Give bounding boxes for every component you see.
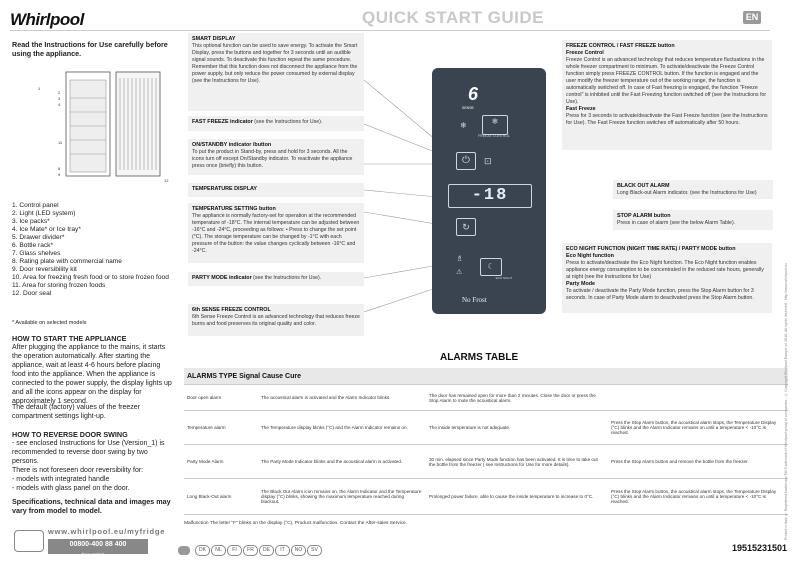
svg-text:2: 2 [58,90,61,95]
fast-freeze-sub: Fast Freeze [566,106,596,112]
eco-night-sub: Eco Night function [566,253,614,259]
country-code: IT [275,545,290,556]
fast-freeze-icon: ❄ [460,121,467,130]
onstandby-button[interactable] [456,152,476,170]
alarm-type: Party Mode Alarm [184,445,258,479]
alarm-icon: ⚠ [456,269,463,276]
smart-display-text: This optional function can be used to save energy. To activate the Smart Display, press the buttons and together for 3 seconds until an audible signal sounds. To deactivate this function repeat the same procedure. Remember that this function does not disconnect the appliance from the power supply, but only reduce the power consumed by external display (see the Instructions for Use). [192,43,358,84]
svg-text:4: 4 [58,102,61,107]
stop-alarm-box [613,210,773,230]
sixth-sense-box [188,304,364,336]
svg-text:11: 11 [58,140,63,145]
freeze-control-button[interactable] [482,115,508,135]
alarm-cause: 30 min. elapsed since Party Mode function has been activated. It is time to take out the bottle from the freezer ( see Instructions for Use for more details). [426,445,608,479]
country-code: SV [307,545,322,556]
spec-heading: Specifications, technical data and images may vary from model to model. [12,497,171,515]
fast-freeze-indicator-title: FAST FREEZE indicator [192,119,253,125]
smart-display-box [188,33,364,111]
list-item: 12. Door seal [12,290,52,297]
fast-freeze-indicator-box [188,116,364,131]
country-code: DK [195,545,210,556]
list-item: 11. Area for storing frozen foods [12,282,106,289]
footnote: * Available on selected models [12,320,87,326]
party-mode-indicator-box [188,272,364,286]
alarm-signal: The Party Mode Indicator blinks and the acoustical alarm is activated. [258,445,426,479]
sixth-sense-logo-sub: SENSE [462,106,474,110]
temperature-display: -18 [448,184,532,208]
smart-display-title: SMART DISPLAY [192,36,236,42]
list-item: 6. Bottle rack* [12,242,54,249]
party-mode-indicator-text: (see the Instructions for Use). [253,275,322,281]
temp-setting-text: The appliance is normally factory-set for operation at the recommended temperature of -18°C. The internal temperature can be adjusted between -16°C and -24°C, proceeding as follows: • Press to change the set point (°C). The storage temperature can be changed by -1°C with each pressure of the button: the value changes cyclically between -16°C and -24°C. [192,213,360,254]
eco-night-title: ECO NIGHT FUNCTION (NIGHT TIME RATE) / PARTY MODE button [566,246,736,252]
country-code: FI [227,545,242,556]
alarm-cause: The door has remained open for more than 2 minutes. Close the door or press the Stop Alarm to mute the acoustical alarm. [426,385,608,411]
temp-setting-box [188,203,364,263]
list-item: 7. Glass shelves [12,250,61,257]
eco-night-box [562,243,772,313]
alarm-cure: Press the Stop Alarm button, the acoustical alarm stops, the Temperature Display (°C) blinks and the Alarm Indicator remains on until a temperature < -10°C is reached. [608,411,788,445]
header-divider [10,30,770,31]
read-instructions-heading: Read the Instructions for Use carefully before using the appliance. [12,40,168,58]
alarm-type: Temperature alarm [184,411,258,445]
table-row [184,479,788,515]
freeze-control-text: Freeze Control is an advanced technology that reduces temperature fluctuations in the whole freezer compartment to minimum. To activate/deactivate the Freeze Control function simply press FREEZE CONTROL button. If the function is engaged and the user modify the freezer temperature out of the working range, the function is automatically switched off. In case of Fast freezing is engaged, the function "Freeze control" is inhibited until the Fast Freezing function switched off (see the Instructions for Use). [566,57,767,105]
no-frost-label: No Frost [462,296,487,304]
website-link[interactable]: www.whirlpool.eu/myfridge [48,527,166,536]
onstandby-text: To put the product in Stand-by, press and hold for 3 seconds. All the icons turn off except On/Standby indicator. To reactivate the appliance press once (briefly) this button. [192,149,353,169]
list-item: 9. Door reversibility kit [12,266,77,273]
alarm-type: Door open alarm [184,385,258,411]
blackout-icon: ⊡ [484,156,492,166]
alarm-signal: The Temperature display blinks (°C) and the Alarm Indicator remains on. [258,411,426,445]
party-mode-icon: ♗ [456,254,464,263]
start-heading: HOW TO START THE APPLIANCE [12,334,127,343]
malfunction-note: Malfunction The letter "F" blinks on the display (°C), Product malfunction. Contact the After-sales Service. [184,521,408,526]
alarm-cause: The inside temperature is not adequate. [426,411,608,445]
fridge-illustration [36,70,174,182]
power-icon: ⏻ [462,155,470,166]
phone-icon [14,530,44,552]
list-item: 8. Rating plate with commercial name [12,258,122,265]
alarms-table [184,368,788,515]
blackout-title: BLACK OUT ALARM [617,183,670,189]
alarm-cause: Prolonged power failure, able to cause the inside temperature to increase to 0°C. [426,479,608,515]
temp-setting-title: TEMPERATURE SETTING button [192,206,276,212]
freeze-control-sub: Freeze Control [566,50,604,56]
list-item: 5. Drawer divider* [12,234,65,241]
alarm-signal: The acoustical alarm is activated and the Alarm Indicator blinks. [258,385,426,411]
door-text-2: There is not foreseen door reversibility for: [12,467,144,474]
alarm-signal: The Black Out Alarm icon remains on, the Alarm Indicator and the Temperature display (°C) blinks, showing the maximum temperature reached during blackout. [258,479,426,515]
blackout-box [613,180,773,199]
onstandby-title: ON/STANDBY indicator /button [192,142,272,148]
svg-text:3: 3 [58,96,61,101]
freeze-control-box [562,40,772,150]
temp-display-title: TEMPERATURE DISPLAY [192,186,257,192]
list-item: 2. Light (LED system) [12,210,76,217]
control-panel [432,68,546,314]
onstandby-box [188,139,364,175]
table-row [184,411,788,445]
fast-freeze-text: Press for 3 seconds to activate/deactivate the Fast Freeze function (see the Instructions for Use). The Fast Freeze function switches off automatically after 50 hours. [566,113,768,126]
alarm-cure [608,385,788,411]
temp-display-box [188,183,364,197]
table-header-row [184,368,788,385]
door-text-3: - models with integrated handle [12,476,110,483]
snowflake-icon: ❄ [491,117,499,126]
country-code: FR [243,545,258,556]
language-badge: EN [743,11,761,24]
list-item: 10. Area for freezing fresh food or to store frozen food [12,274,169,281]
eco-night-button[interactable] [480,258,502,276]
copyright-vertical: Printed in Italy ® Registered trademark/TM Trademark of Whirlpool group of companies - © Copyright Whirlpool Europe srl 2018. All rights reserved - http://www.whirlpool.eu [784,263,788,540]
phone-number: 00800-400 88 400 [48,539,148,554]
freeze-control-label: FREEZE CONTROL [478,134,510,138]
fast-freeze-indicator-text: (see the Instructions for Use). [254,119,323,125]
phone-sub: free-gratuit [82,552,104,557]
list-item: 4. Ice Mate* or Ice tray* [12,226,81,233]
parts-list [12,202,172,298]
door-heading: HOW TO REVERSE DOOR SWING [12,430,128,439]
country-code: NL [211,545,226,556]
sixth-sense-title: 6th SENSE FREEZE CONTROL [192,307,271,313]
door-text-4: - models with glass panel on the door. [12,485,130,492]
door-text: - see enclosed Instructions for Use (Version_1) is recommended to reverse door swing by two persons. [12,440,165,465]
thermometer-icon: ↻ [462,222,470,232]
table-row [184,385,788,411]
stop-alarm-text: Press in case of alarm (see the below Alarm Table). [617,220,736,226]
svg-text:8: 8 [58,166,61,171]
document-number: 19515231501 [732,543,788,553]
start-text: After plugging the appliance to the mains, it starts the operation automatically. After starting the appliance, wait at least 4-6 hours before placing food into the appliance. When the appliance is connected to the power supply, the display lights up and all the icons appear on the display for approximately 1 second. [12,344,172,405]
alarm-cure: Press the Stop Alarm button and remove the bottle from the freezer. [608,445,788,479]
svg-text:9: 9 [58,172,61,177]
blackout-text: Long Black-out Alarm indicator. (see the Instructions for Use) [617,190,757,196]
party-mode-sub: Party Mode [566,281,596,287]
table-header: ALARMS TYPE Signal Cause Cure [184,368,788,385]
eco-night-icon: ☾ [487,262,495,271]
svg-text:1: 1 [38,86,41,91]
alarm-type: Long Black-Out alarm [184,479,258,515]
list-item: 3. Ice packs* [12,218,50,225]
sixth-sense-text: 6th Sense Freeze Control is an advanced technology that reduces freeze burns and food preserves its original quality and color. [192,314,360,327]
eco-night-text: Press to activate/deactivate the Eco Night function. The Eco Night function enables appliance energy consumption to be concentrated in the reduced rate hours, generally at night (see the Instructions for Use) [566,260,764,280]
svg-text:12: 12 [164,178,169,182]
sixth-sense-logo: 6 [468,84,479,104]
country-code: NO [291,545,306,556]
eco-night-label: ECO NIGHT [495,276,513,280]
temperature-setting-button[interactable] [456,218,476,236]
freeze-control-title: FREEZE CONTROL / FAST FREEZE button [566,43,675,49]
brand-logo: Whirlpool [10,10,84,29]
alarms-table-title: ALARMS TABLE [440,352,519,363]
alarm-cure: Press the Stop Alarm button, the acoustical alarm stops, the Temperature Display (°C) blinks and the Alarm Indicator remains on until a temperature < -10°C is reached. [608,479,788,515]
start-text-2: The default (factory) values of the freezer compartment settings light-up. [12,404,141,420]
party-mode-text: To activate / deactivate the Party Mode function, press the Stop Alarm button for 3 seconds. In case of Party Mode alarm to deactivated press the Stop Alarm button. [566,288,754,301]
recycle-icon [178,546,190,555]
stop-alarm-title: STOP ALARM button [617,213,671,219]
party-mode-indicator-title: PARTY MODE indicator [192,275,252,281]
country-code: DE [259,545,274,556]
list-item: 1. Control panel [12,202,59,209]
page-title: QUICK START GUIDE [362,8,544,27]
table-row [184,445,788,479]
